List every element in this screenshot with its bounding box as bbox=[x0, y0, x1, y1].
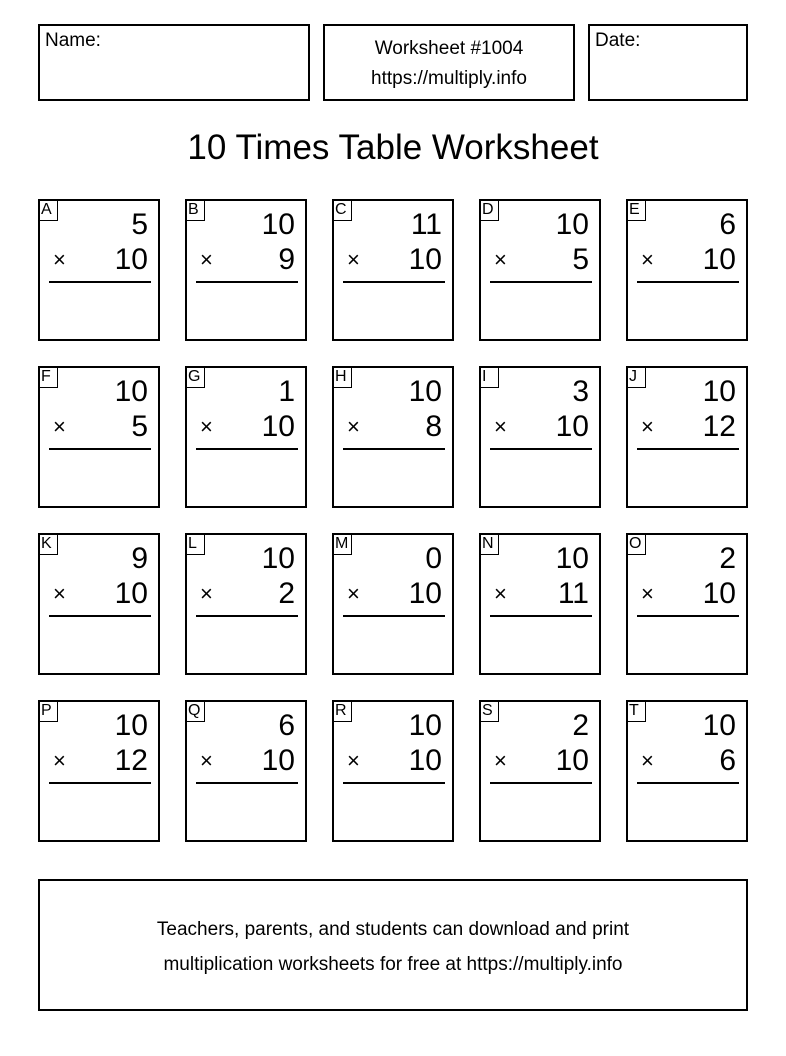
problem-label: C bbox=[332, 199, 352, 221]
multiplier: 10 bbox=[555, 410, 589, 443]
times-sign: × bbox=[494, 247, 507, 272]
multiplier: 10 bbox=[408, 744, 442, 777]
multiplier: 2 bbox=[278, 577, 295, 610]
answer-line bbox=[343, 281, 445, 283]
multiplier: 10 bbox=[555, 744, 589, 777]
problem-card[interactable] bbox=[185, 199, 307, 341]
times-sign: × bbox=[494, 581, 507, 606]
answer-line bbox=[196, 782, 298, 784]
times-sign: × bbox=[200, 748, 213, 773]
times-sign: × bbox=[641, 247, 654, 272]
problem-label: L bbox=[185, 533, 205, 555]
problem-card[interactable] bbox=[479, 199, 601, 341]
answer-line bbox=[490, 615, 592, 617]
times-sign: × bbox=[200, 247, 213, 272]
multiplicand: 10 bbox=[114, 709, 148, 742]
answer-line bbox=[49, 782, 151, 784]
problem-card[interactable] bbox=[38, 366, 160, 508]
multiplier: 10 bbox=[114, 243, 148, 276]
multiplicand: 10 bbox=[261, 208, 295, 241]
problem-card[interactable] bbox=[626, 199, 748, 341]
times-sign: × bbox=[494, 414, 507, 439]
answer-line bbox=[49, 281, 151, 283]
problem-label: E bbox=[626, 199, 646, 221]
problem-card[interactable] bbox=[332, 199, 454, 341]
worksheet-url: https://multiply.info bbox=[371, 68, 527, 89]
multiplicand: 1 bbox=[278, 375, 295, 408]
multiplier: 12 bbox=[114, 744, 148, 777]
multiplier: 10 bbox=[114, 577, 148, 610]
problem-card[interactable] bbox=[626, 533, 748, 675]
date-field-box[interactable] bbox=[588, 24, 748, 101]
problem-label: Q bbox=[185, 700, 205, 722]
answer-line bbox=[49, 615, 151, 617]
times-sign: × bbox=[641, 581, 654, 606]
multiplicand: 11 bbox=[410, 208, 442, 241]
problem-card[interactable] bbox=[185, 700, 307, 842]
problem-label: J bbox=[626, 366, 646, 388]
problem-card[interactable] bbox=[332, 366, 454, 508]
multiplicand: 10 bbox=[702, 375, 736, 408]
name-label: Name: bbox=[45, 30, 101, 51]
multiplier: 5 bbox=[572, 243, 589, 276]
worksheet-number: Worksheet #1004 bbox=[374, 38, 524, 59]
problem-card[interactable] bbox=[332, 700, 454, 842]
multiplicand: 9 bbox=[131, 542, 148, 575]
problem-label: P bbox=[38, 700, 58, 722]
problem-label: D bbox=[479, 199, 499, 221]
problem-card[interactable] bbox=[185, 533, 307, 675]
answer-line bbox=[490, 448, 592, 450]
problem-card[interactable] bbox=[479, 533, 601, 675]
answer-line bbox=[343, 782, 445, 784]
problem-card[interactable] bbox=[332, 533, 454, 675]
multiplicand: 0 bbox=[425, 542, 442, 575]
worksheet-info-box bbox=[323, 24, 575, 101]
problem-card[interactable] bbox=[479, 366, 601, 508]
footer-note bbox=[38, 879, 748, 1011]
problem-label: N bbox=[479, 533, 499, 555]
footer-line-1: Teachers, parents, and students can download and print bbox=[156, 919, 630, 940]
multiplicand: 10 bbox=[114, 375, 148, 408]
problem-label: G bbox=[185, 366, 205, 388]
multiplier: 10 bbox=[702, 243, 736, 276]
times-sign: × bbox=[53, 414, 66, 439]
answer-line bbox=[196, 615, 298, 617]
multiplier: 5 bbox=[131, 410, 148, 443]
problem-label: R bbox=[332, 700, 352, 722]
multiplicand: 6 bbox=[278, 709, 295, 742]
date-label: Date: bbox=[595, 30, 641, 51]
multiplicand: 10 bbox=[408, 375, 442, 408]
problem-label: B bbox=[185, 199, 205, 221]
problem-card[interactable] bbox=[38, 700, 160, 842]
problem-card[interactable] bbox=[479, 700, 601, 842]
problem-card[interactable] bbox=[38, 199, 160, 341]
multiplier: 10 bbox=[408, 577, 442, 610]
problem-label: M bbox=[332, 533, 352, 555]
answer-line bbox=[490, 281, 592, 283]
multiplicand: 3 bbox=[572, 375, 589, 408]
answer-line bbox=[490, 782, 592, 784]
problem-label: A bbox=[38, 199, 58, 221]
times-sign: × bbox=[347, 414, 360, 439]
multiplicand: 10 bbox=[261, 542, 295, 575]
answer-line bbox=[196, 281, 298, 283]
multiplier: 10 bbox=[261, 410, 295, 443]
times-sign: × bbox=[494, 748, 507, 773]
times-sign: × bbox=[200, 414, 213, 439]
times-sign: × bbox=[53, 748, 66, 773]
problem-label: S bbox=[479, 700, 499, 722]
answer-line bbox=[637, 615, 739, 617]
times-sign: × bbox=[347, 247, 360, 272]
problem-label: O bbox=[626, 533, 646, 555]
multiplier: 9 bbox=[278, 243, 295, 276]
answer-line bbox=[196, 448, 298, 450]
multiplicand: 6 bbox=[719, 208, 736, 241]
problem-label: F bbox=[38, 366, 58, 388]
times-sign: × bbox=[641, 414, 654, 439]
times-sign: × bbox=[53, 247, 66, 272]
multiplier: 8 bbox=[425, 410, 442, 443]
multiplier: 10 bbox=[261, 744, 295, 777]
times-sign: × bbox=[641, 748, 654, 773]
multiplicand: 10 bbox=[555, 208, 589, 241]
problem-label: T bbox=[626, 700, 646, 722]
problem-label: I bbox=[479, 366, 499, 388]
times-sign: × bbox=[347, 748, 360, 773]
times-sign: × bbox=[200, 581, 213, 606]
multiplicand: 10 bbox=[702, 709, 736, 742]
problem-label: K bbox=[38, 533, 58, 555]
problem-label: H bbox=[332, 366, 352, 388]
answer-line bbox=[637, 448, 739, 450]
multiplicand: 2 bbox=[719, 542, 736, 575]
multiplier: 10 bbox=[408, 243, 442, 276]
answer-line bbox=[637, 782, 739, 784]
footer-line-2: multiplication worksheets for free at https://multiply.info bbox=[163, 954, 623, 975]
multiplier: 11 bbox=[557, 577, 589, 610]
multiplicand: 10 bbox=[555, 542, 589, 575]
problem-card[interactable] bbox=[38, 533, 160, 675]
problem-card[interactable] bbox=[626, 366, 748, 508]
answer-line bbox=[343, 448, 445, 450]
name-field-box[interactable] bbox=[38, 24, 310, 101]
answer-line bbox=[637, 281, 739, 283]
multiplier: 12 bbox=[702, 410, 736, 443]
times-sign: × bbox=[347, 581, 360, 606]
problem-card[interactable] bbox=[626, 700, 748, 842]
multiplier: 6 bbox=[719, 744, 736, 777]
times-sign: × bbox=[53, 581, 66, 606]
answer-line bbox=[49, 448, 151, 450]
multiplier: 10 bbox=[702, 577, 736, 610]
multiplicand: 5 bbox=[131, 208, 148, 241]
problem-card[interactable] bbox=[185, 366, 307, 508]
multiplicand: 2 bbox=[572, 709, 589, 742]
page-title: 10 Times Table Worksheet bbox=[187, 128, 599, 167]
multiplicand: 10 bbox=[408, 709, 442, 742]
answer-line bbox=[343, 615, 445, 617]
problem-grid bbox=[38, 199, 748, 842]
